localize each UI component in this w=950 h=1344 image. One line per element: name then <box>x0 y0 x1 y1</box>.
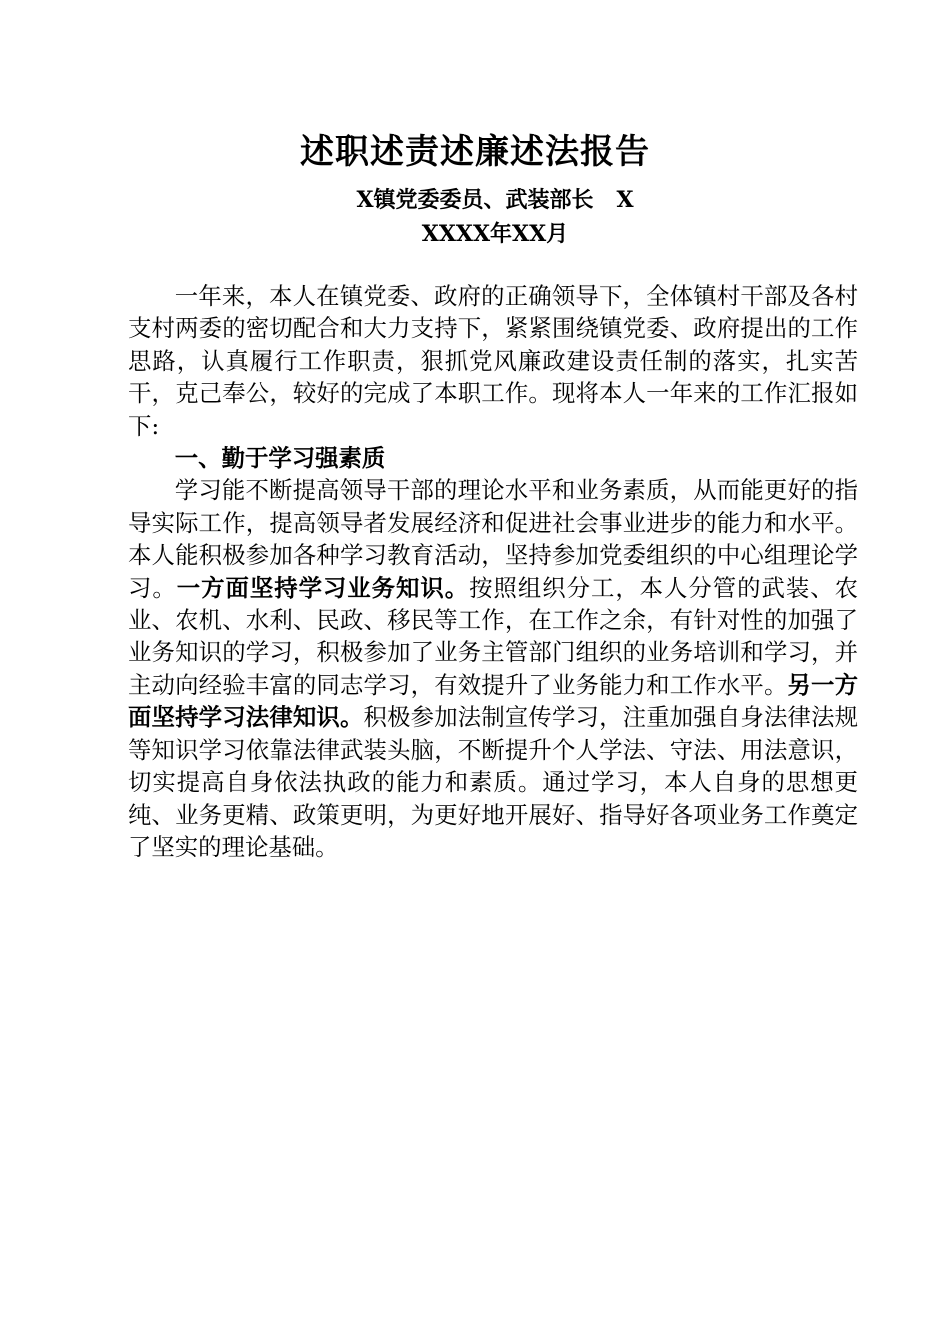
section-heading-study: 一、勤于学习强素质 <box>174 444 386 473</box>
section-paragraph-study <box>128 474 858 863</box>
bold-phrase-business-knowledge: 一方面坚持学习业务知识。 <box>176 573 470 602</box>
date-line: XXXX年XX月 <box>421 221 569 247</box>
report-body <box>128 280 858 863</box>
bold-phrase-legal-knowledge: 另一方面坚持学习法律知识。 <box>128 670 858 732</box>
intro-paragraph: 一年来，本人在镇党委、政府的正确领导下，全体镇村干部及各村支村两委的密切配合和大力支持下，紧紧围绕镇党委、政府提出的工作思路，认真履行工作职责，狠抓党风廉政建设责任制的落实，扎实苦干，克己奉公，较好的完成了本职工作。现将本人一年来的工作汇报如下: <box>128 282 858 440</box>
report-title: 述职述责述廉述法报告 <box>300 132 650 172</box>
paragraph-text-part-1: 学习能不断提高领导干部的理论水平和业务素质，从而能更好的指导实际工作，提高领导者发展经济和促进社会事业进步的能力和水平。本人能积极参加各种学习教育活动，坚持参加党委组织的中心组理论学习。 <box>128 476 858 602</box>
author-line: X镇党委委员、武装部长 X <box>356 187 634 213</box>
paragraph-text-part-2: 按照组织分工，本人分管的武装、农业、农机、水利、民政、移民等工作，在工作之余，有针对性的加强了业务知识的学习，积极参加了业务主管部门组织的业务培训和学习，并主动向经验丰富的同志学习，有效提升了业务能力和工作水平。 <box>128 573 859 699</box>
paragraph-text-part-3: 积极参加法制宣传学习，注重加强自身法律法规等知识学习依靠法律武装头脑，不断提升个人学法、守法、用法意识，切实提高自身依法执政的能力和素质。通过学习，本人自身的思想更纯、业务更精、政策更明，为更好地开展好、指导好各项业务工作奠定了坚实的理论基础。 <box>128 703 859 861</box>
